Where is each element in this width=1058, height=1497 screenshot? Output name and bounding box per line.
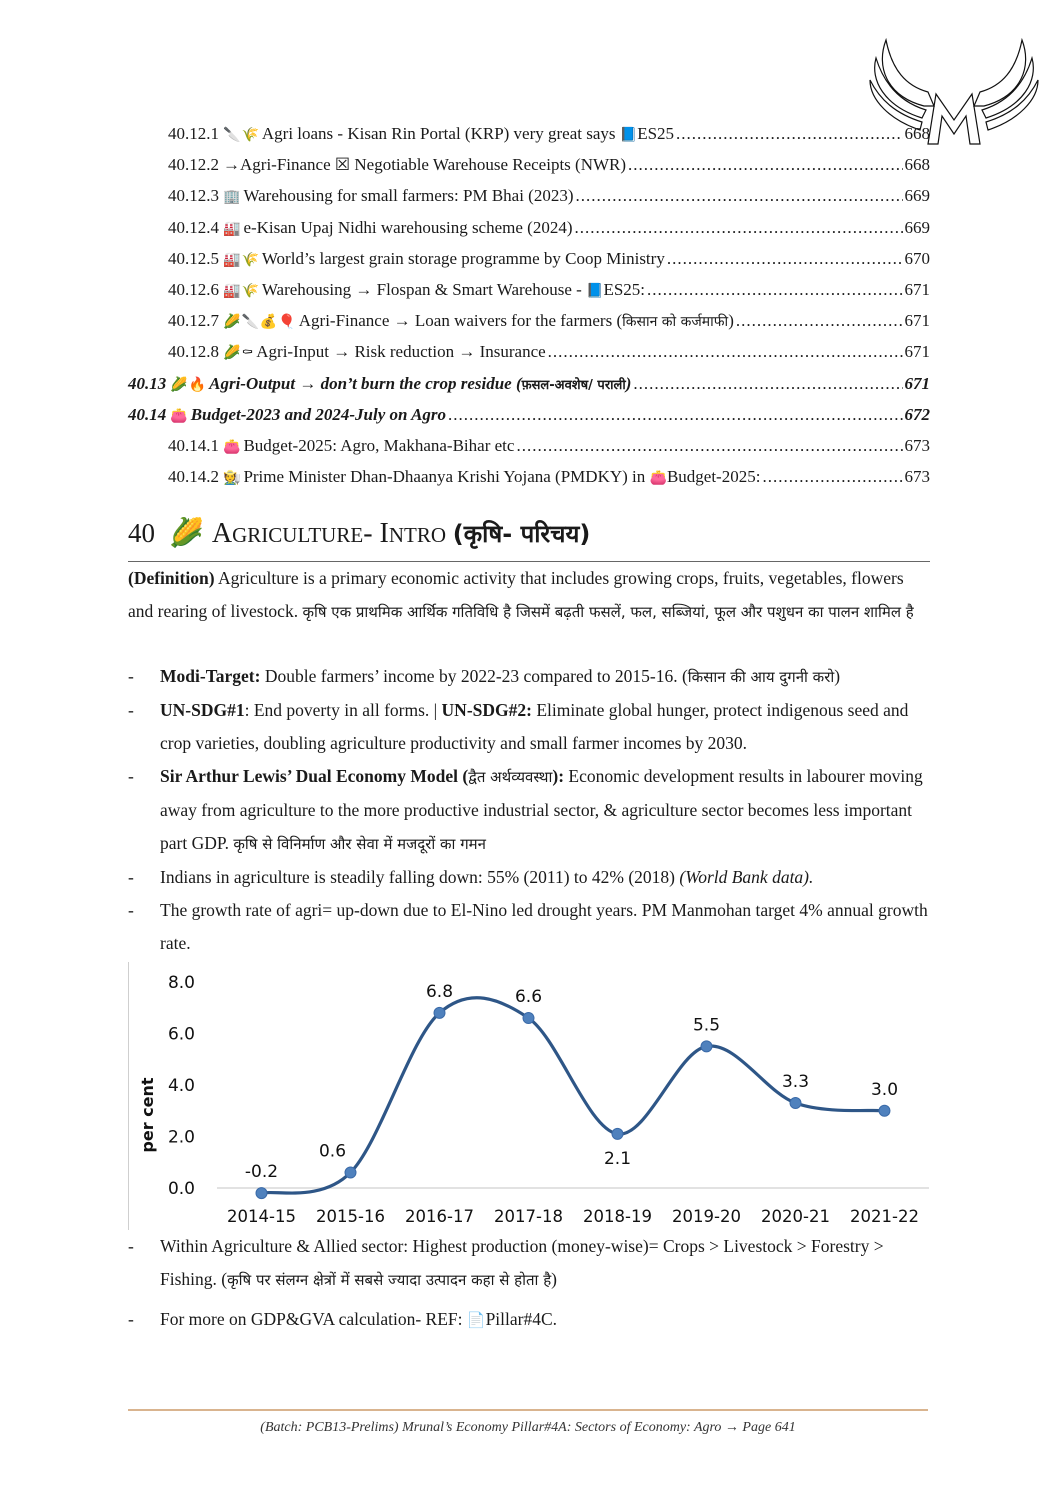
list-item: - Sir Arthur Lewis’ Dual Economy Model (द्वैत अर्थव्यवस्था): Economic development results in labourer moving away from agriculture to the more productive industrial sector, & agriculture sector becomes less important part GDP. कृषि से विनिर्माण और सेवा में मजदूरों का गमन bbox=[128, 766, 923, 853]
toc-entry[interactable] bbox=[128, 155, 930, 186]
list-item: - For more on GDP&GVA calculation- REF: 📄Pillar#4C. bbox=[128, 1309, 558, 1329]
toc-icons bbox=[223, 283, 259, 300]
y-axis-label: per cent bbox=[138, 1077, 157, 1153]
rice-icon: 🌾 bbox=[241, 128, 259, 143]
data-point bbox=[612, 1128, 623, 1139]
list-item: - Indians in agriculture is steadily falling down: 55% (2011) to 42% (2018) (World Bank data). bbox=[128, 867, 814, 887]
toc-page-number: 668 bbox=[904, 124, 930, 143]
book-icon: 📘 bbox=[586, 283, 604, 299]
toc-leader-dots bbox=[548, 342, 903, 362]
toc-page-number: 672 bbox=[904, 404, 930, 424]
data-label: 6.8 bbox=[425, 981, 454, 1002]
coffin-icon: ⚰ bbox=[241, 346, 254, 362]
toc-icons bbox=[170, 408, 187, 425]
section-number: 40 bbox=[128, 517, 155, 548]
purse-icon: 👛 bbox=[649, 471, 667, 487]
toc-entry[interactable] bbox=[128, 342, 930, 373]
toc-number: 40.13 bbox=[128, 373, 167, 393]
toc-entry[interactable] bbox=[128, 374, 930, 405]
toc-title: →Agri-Finance ☒ Negotiable Warehouse Receipts (NWR) bbox=[223, 155, 627, 175]
factory-icon: 🏭 bbox=[223, 283, 241, 299]
data-point bbox=[879, 1105, 890, 1116]
toc-entry[interactable] bbox=[128, 311, 930, 342]
x-tick-label: 2016-17 bbox=[405, 1207, 474, 1226]
section-title: AGRICULTURE- INTRO (कृषि- परिचय) bbox=[211, 517, 591, 549]
x-tick-label: 2014-15 bbox=[227, 1207, 296, 1226]
toc-number: 40.12.4 bbox=[168, 217, 219, 237]
data-label: 6.6 bbox=[514, 987, 543, 1008]
list-item: - The growth rate of agri= up-down due to El-Nino led drought years. PM Manmohan target 4% annual growth rate. bbox=[128, 900, 928, 953]
office-building-icon: 🏢 bbox=[223, 190, 241, 206]
farmer-icon: 🧑‍🌾 bbox=[223, 471, 241, 487]
toc-title: Budget-2023 and 2024-July on Agro bbox=[190, 404, 447, 424]
toc-title: Agri loans - Kisan Rin Portal (KRP) very great says 📘ES25 bbox=[261, 124, 675, 143]
toc-title: World’s largest grain storage programme by Coop Ministry bbox=[261, 248, 665, 268]
data-label: -0.2 bbox=[244, 1162, 279, 1183]
document-icon: 📄 bbox=[466, 1313, 486, 1329]
toc-leader-dots bbox=[676, 124, 902, 144]
toc-title: Agri-Finance → Loan waivers for the farmers (किसान को कर्जमाफी) bbox=[298, 311, 734, 331]
data-point bbox=[701, 1041, 712, 1052]
toc-entry[interactable] bbox=[128, 436, 930, 467]
x-tick-label: 2017-18 bbox=[494, 1207, 563, 1226]
toc-title: Prime Minister Dhan-Dhaanya Krishi Yojana (PMDKY) in 👛Budget-2025: bbox=[243, 467, 761, 487]
toc-number: 40.14.2 bbox=[168, 467, 219, 487]
toc-leader-dots bbox=[448, 405, 902, 425]
toc-icons bbox=[223, 189, 240, 206]
toc-title: Agri-Input → Risk reduction → Insurance bbox=[256, 342, 546, 362]
y-tick-label: 8.0 bbox=[167, 973, 195, 993]
toc-leader-dots bbox=[736, 311, 903, 331]
toc-title: Budget-2025: Agro, Makhana-Bihar etc bbox=[243, 435, 515, 455]
toc-leader-dots bbox=[762, 467, 902, 487]
table-of-contents bbox=[128, 124, 930, 498]
pillar-link[interactable]: Pillar#4C. bbox=[485, 1309, 558, 1329]
data-label: 0.6 bbox=[318, 1141, 347, 1162]
rice-icon: 🌾 bbox=[241, 283, 259, 299]
y-tick-label: 4.0 bbox=[167, 1076, 195, 1096]
knife-icon: 🔪 bbox=[223, 128, 241, 143]
y-tick-label: 6.0 bbox=[167, 1024, 195, 1045]
data-label: 3.3 bbox=[781, 1072, 810, 1093]
toc-number: 40.14 bbox=[128, 404, 167, 424]
toc-page-number: 669 bbox=[904, 186, 930, 206]
data-point bbox=[790, 1098, 801, 1109]
toc-leader-dots bbox=[667, 249, 903, 269]
data-point bbox=[345, 1167, 356, 1178]
corn-icon: 🌽 bbox=[170, 377, 188, 393]
footer-divider bbox=[128, 1409, 928, 1411]
toc-entry[interactable] bbox=[128, 249, 930, 280]
toc-leader-dots bbox=[647, 280, 902, 300]
y-tick-label: 0.0 bbox=[167, 1179, 195, 1199]
toc-page-number: 673 bbox=[904, 467, 930, 487]
data-point bbox=[256, 1188, 267, 1199]
rice-icon: 🌾 bbox=[241, 252, 259, 268]
line-chart bbox=[129, 962, 941, 1230]
toc-title: Warehousing → Flospan & Smart Warehouse - 📘ES25: bbox=[261, 279, 646, 299]
knife-icon: 🔪 bbox=[241, 315, 259, 331]
toc-number: 40.12.2 bbox=[168, 155, 219, 175]
toc-number: 40.12.6 bbox=[168, 279, 219, 299]
toc-leader-dots bbox=[628, 155, 902, 175]
data-point bbox=[434, 1007, 445, 1018]
x-tick-label: 2021-22 bbox=[850, 1207, 919, 1226]
toc-number: 40.12.1 bbox=[168, 124, 219, 143]
toc-leader-dots bbox=[633, 374, 902, 394]
bullet-list-2 bbox=[128, 1230, 930, 1338]
list-item: - UN-SDG#1: End poverty in all forms. | UN-SDG#2: Eliminate global hunger, protect indigenous seed and crop varieties, doubling agriculture productivity and small farmer incomes by 2030. bbox=[128, 700, 909, 753]
toc-number: 40.14.1 bbox=[168, 435, 219, 455]
definition-label: (Definition) bbox=[128, 568, 215, 588]
x-tick-label: 2018-19 bbox=[583, 1207, 652, 1226]
list-item: - Modi-Target: Double farmers’ income by 2022-23 compared to 2015-16. (किसान की आय दुगनी करो) bbox=[128, 666, 841, 686]
toc-number: 40.12.8 bbox=[168, 342, 219, 362]
factory-icon: 🏭 bbox=[223, 221, 241, 237]
toc-icons bbox=[223, 470, 240, 487]
purse-icon: 👛 bbox=[223, 439, 241, 455]
toc-icons bbox=[223, 345, 253, 362]
x-tick-label: 2015-16 bbox=[316, 1207, 385, 1226]
definition-paragraph: (Definition) Agriculture is a primary economic activity that includes growing crops, fruits, vegetables, flowers and rearing of livestock. कृषि एक प्राथमिक आर्थिक गतिविधि है जिसमें बढ़ती फसलें, फल, सब्जियां, फूल और पशुधन का पालन शामिल है bbox=[128, 568, 914, 621]
toc-page-number: 670 bbox=[904, 248, 930, 268]
x-tick-label: 2020-21 bbox=[761, 1207, 830, 1226]
data-point bbox=[523, 1013, 534, 1024]
fire-icon: 🔥 bbox=[188, 377, 207, 393]
corn-icon: 🌽 bbox=[223, 346, 241, 362]
toc-icons bbox=[223, 252, 259, 269]
toc-page-number: 671 bbox=[904, 342, 930, 362]
data-label: 2.1 bbox=[603, 1148, 632, 1169]
toc-page-number: 671 bbox=[904, 279, 930, 299]
toc-icons bbox=[170, 377, 206, 394]
x-tick-label: 2019-20 bbox=[672, 1207, 741, 1226]
toc-leader-dots bbox=[576, 186, 903, 206]
toc-page-number: 668 bbox=[904, 155, 930, 175]
toc-page-number: 673 bbox=[904, 435, 930, 455]
toc-icons bbox=[223, 127, 259, 144]
toc-leader-dots bbox=[575, 218, 903, 238]
toc-title: e-Kisan Upaj Nidhi warehousing scheme (2024) bbox=[243, 217, 573, 237]
toc-page-number: 671 bbox=[904, 311, 930, 331]
data-label: 5.5 bbox=[692, 1015, 721, 1036]
corn-icon: 🌽 bbox=[169, 518, 204, 549]
agri-growth-chart bbox=[128, 962, 941, 1230]
toc-title: Warehousing for small farmers: PM Bhai (2023) bbox=[243, 186, 574, 206]
balloon-icon: 🎈 bbox=[278, 315, 296, 331]
toc-entry[interactable] bbox=[128, 186, 930, 217]
toc-number: 40.12.7 bbox=[168, 311, 219, 331]
toc-number: 40.12.5 bbox=[168, 248, 219, 268]
section-heading bbox=[128, 505, 930, 562]
toc-entry[interactable] bbox=[128, 467, 930, 498]
toc-title: Agri-Output → don’t burn the crop residue (फ़सल-अवशेष/ पराली) bbox=[209, 373, 632, 393]
book-icon: 📘 bbox=[619, 128, 638, 143]
y-tick-label: 2.0 bbox=[167, 1127, 195, 1148]
bullet-list bbox=[128, 660, 930, 960]
toc-entry[interactable] bbox=[128, 124, 930, 155]
list-item: - Within Agriculture & Allied sector: Highest production (money-wise)= Crops > Livestock > Forestry > Fishing. (कृषि पर संलग्न क्षेत्रों में सबसे ज्यादा उत्पादन कहा से होता है) bbox=[128, 1236, 884, 1289]
toc-icons bbox=[223, 221, 240, 238]
toc-page-number: 671 bbox=[904, 373, 930, 393]
toc-entry[interactable] bbox=[128, 218, 930, 249]
page-footer: (Batch: PCB13-Prelims) Mrunal’s Economy Pillar#4A: Sectors of Economy: Agro → Page 641 bbox=[260, 1420, 796, 1435]
series-line bbox=[262, 998, 885, 1193]
toc-number: 40.12.3 bbox=[168, 186, 219, 206]
toc-entry[interactable] bbox=[128, 280, 930, 311]
toc-leader-dots bbox=[516, 436, 902, 456]
data-label: 3.0 bbox=[870, 1079, 899, 1100]
toc-icons bbox=[223, 439, 240, 456]
factory-icon: 🏭 bbox=[223, 252, 241, 268]
toc-entry[interactable] bbox=[128, 405, 930, 436]
toc-page-number: 669 bbox=[904, 217, 930, 237]
toc-icons bbox=[223, 314, 296, 331]
money-bag-icon: 💰 bbox=[259, 315, 278, 331]
corn-icon: 🌽 bbox=[223, 315, 241, 331]
purse-icon: 👛 bbox=[170, 408, 188, 424]
